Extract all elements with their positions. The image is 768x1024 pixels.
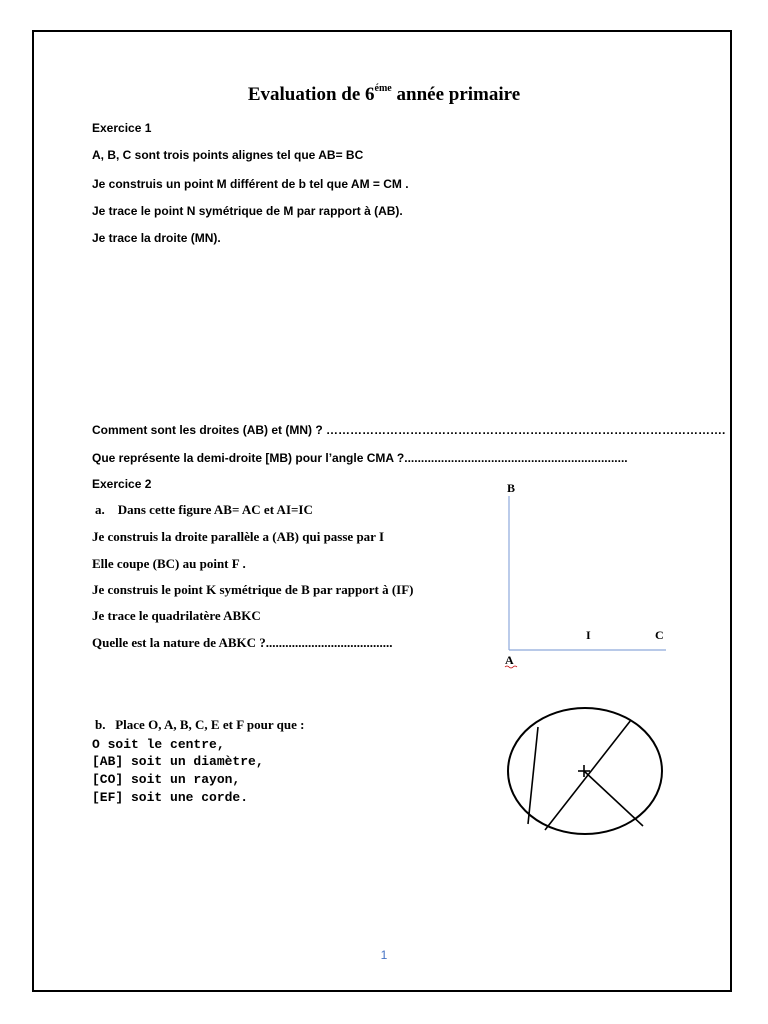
exercise1-heading: Exercice 1 xyxy=(92,121,152,135)
exercise1-line-3: Je trace le point N symétrique de M par rapport à (AB). xyxy=(92,204,403,218)
exercise1-line-2: Je construis un point M différent de b tel que AM = CM . xyxy=(92,177,409,191)
exercise2-part-a-intro: a. Dans cette figure AB= AC et AI=IC xyxy=(95,502,313,517)
exercise2-part-b-intro: b. Place O, A, B, C, E et F pour que : xyxy=(95,717,305,732)
exercise2-part-a-line-2: Elle coupe (BC) au point F . xyxy=(92,556,246,571)
exercise2-part-a-line-1: Je construis la droite parallèle a (AB) qui passe par I xyxy=(92,529,385,544)
page-number: 1 xyxy=(380,948,388,962)
exercise1-line-4: Je trace la droite (MN). xyxy=(92,231,221,245)
exercise2-part-a-line-4: Je trace le quadrilatère ABKC xyxy=(92,608,261,623)
label-i: I xyxy=(586,628,591,642)
exercise2-part-a-question: Quelle est la nature de ABKC ?....................................... xyxy=(92,635,393,650)
exercise1-question-1: Comment sont les droites (AB) et (MN) ? ………………………………………………………………………………………. xyxy=(92,423,726,437)
exercise2-part-a-line-3: Je construis le point K symétrique de B par rapport à (IF) xyxy=(92,582,414,597)
exercise2-part-b-line-2: [AB] soit un diamètre, xyxy=(92,754,264,769)
exercise1-line-1: A, B, C sont trois points alignes tel que AB= BC xyxy=(92,148,364,162)
exercise2-heading: Exercice 2 xyxy=(92,477,152,491)
label-c: C xyxy=(655,628,664,642)
exercise2-part-b-line-4: [EF] soit une corde. xyxy=(92,790,249,805)
exercise2-part-b-line-1: O soit le centre, xyxy=(92,737,225,752)
exercise1-question-2: Que représente la demi-droite [MB) pour l’angle CMA ?................................................................... xyxy=(92,451,628,465)
exercise2-part-b-line-3: [CO] soit un rayon, xyxy=(92,772,241,787)
label-b: B xyxy=(507,481,516,495)
page-title: Evaluation de $6^{éme}$ année primaire xyxy=(247,82,521,105)
label-a: A xyxy=(505,653,514,667)
